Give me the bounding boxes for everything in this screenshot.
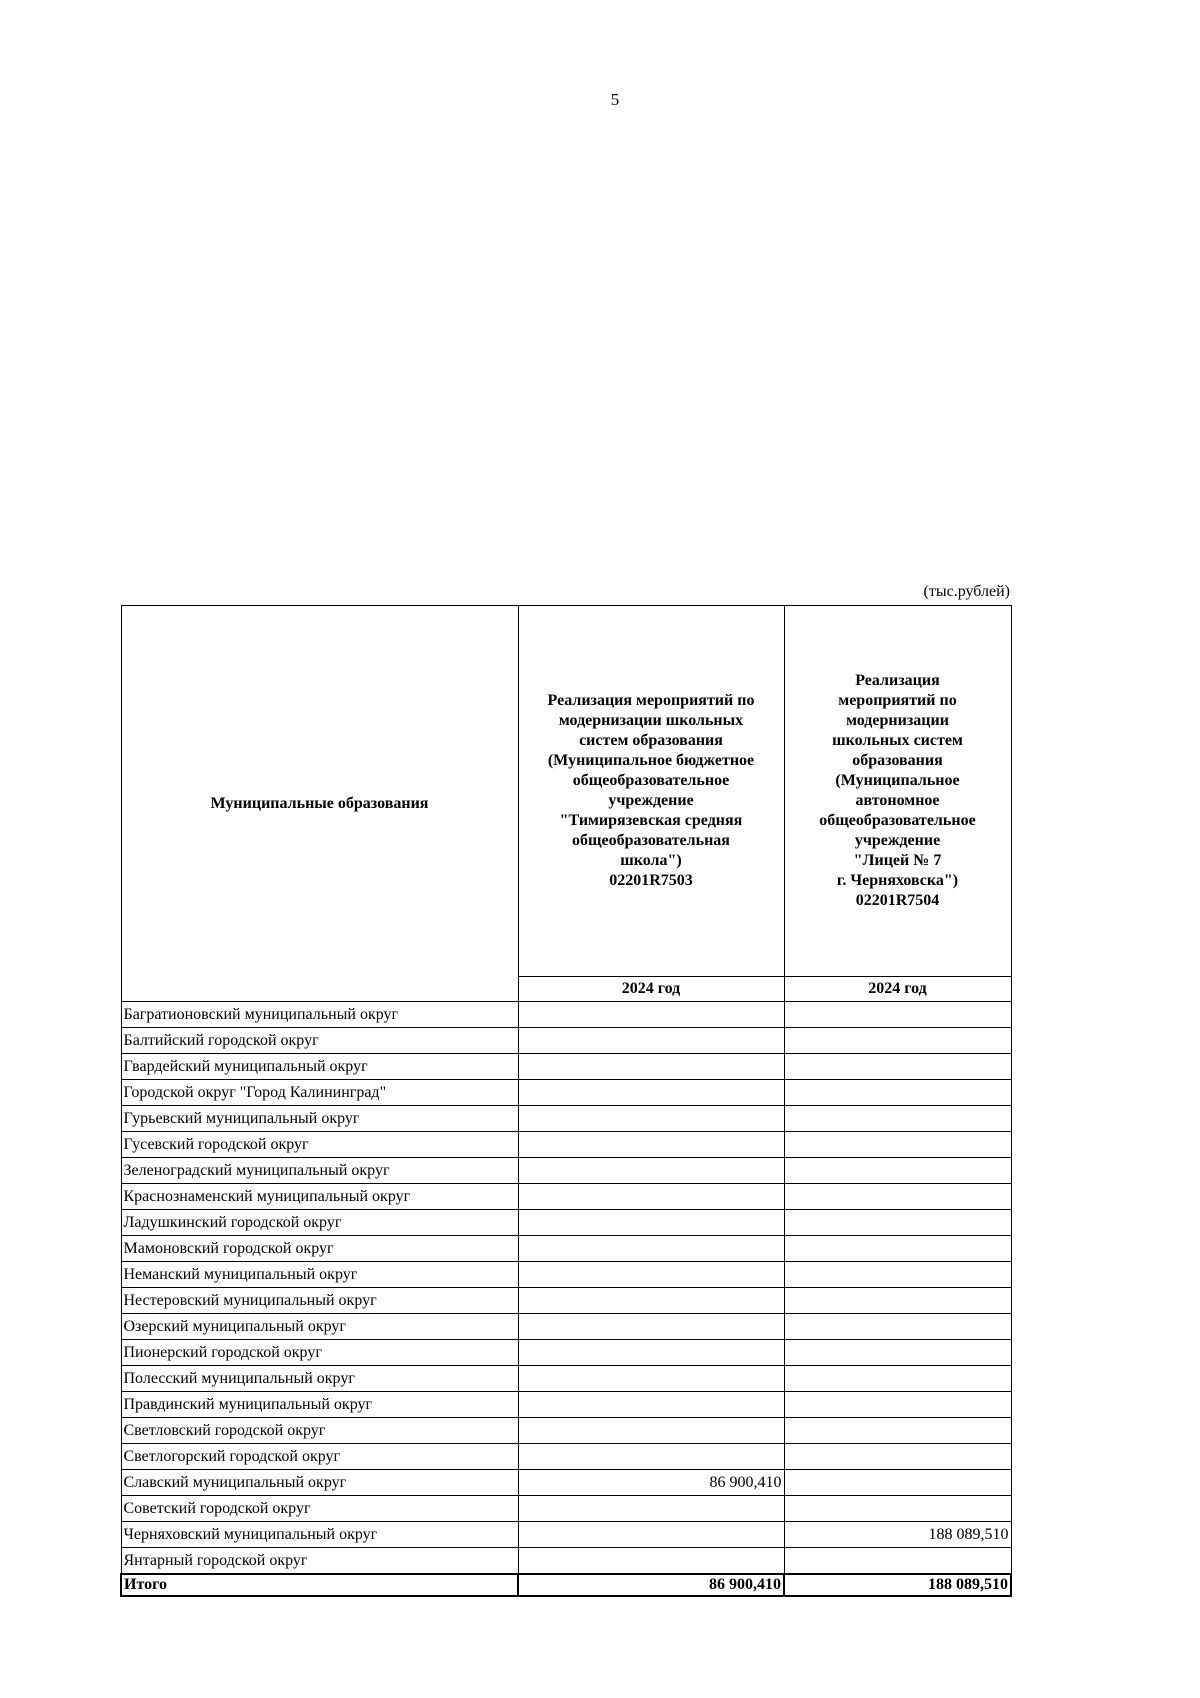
value-column-1 [518, 1236, 784, 1262]
value-column-1 [518, 1002, 784, 1028]
municipality-name: Мамоновский городской округ [121, 1236, 518, 1262]
table-row [121, 1548, 1011, 1575]
table-row [121, 1132, 1011, 1158]
column-2-title-line: мероприятий по [838, 692, 957, 709]
value-column-1: 86 900,410 [518, 1470, 784, 1496]
column-2-title-line: общеобразовательное [819, 812, 976, 829]
value-column-2 [784, 1028, 1011, 1054]
column-2-title-line: школьных систем [832, 732, 963, 749]
table-row [121, 1106, 1011, 1132]
total-label: Итого [121, 1574, 518, 1596]
value-column-2 [784, 1340, 1011, 1366]
table-row [121, 1288, 1011, 1314]
value-column-2 [784, 1444, 1011, 1470]
page-number: 5 [610, 90, 620, 109]
year-column-1: 2024 год [518, 977, 784, 1002]
value-column-1 [518, 1262, 784, 1288]
value-column-1 [518, 1054, 784, 1080]
table-row [121, 1158, 1011, 1184]
year-column-2: 2024 год [784, 977, 1011, 1002]
value-column-1 [518, 1314, 784, 1340]
municipality-name: Нестеровский муниципальный округ [121, 1288, 518, 1314]
table-row [121, 1262, 1011, 1288]
value-column-2 [784, 1054, 1011, 1080]
municipality-name: Неманский муниципальный округ [121, 1262, 518, 1288]
column-2-title-line: образования [852, 752, 943, 769]
table-row [121, 1366, 1011, 1392]
municipality-name: Правдинский муниципальный округ [121, 1392, 518, 1418]
municipality-name: Полесский муниципальный округ [121, 1366, 518, 1392]
value-column-2 [784, 1496, 1011, 1522]
value-column-1 [518, 1444, 784, 1470]
value-column-1 [518, 1418, 784, 1444]
column-1-title-line: модернизации школьных [558, 712, 744, 729]
value-column-2 [784, 1548, 1011, 1575]
column-1-title-line: учреждение [608, 792, 694, 809]
value-column-2 [784, 1184, 1011, 1210]
column-1-title-line: "Тимирязевская средняя [559, 812, 743, 829]
municipality-name: Озерский муниципальный округ [121, 1314, 518, 1340]
municipality-name: Славский муниципальный округ [121, 1470, 518, 1496]
value-column-1 [518, 1106, 784, 1132]
value-column-2 [784, 1236, 1011, 1262]
column-2-title-line: учреждение [854, 832, 941, 849]
column-2-title-line: Реализация [855, 672, 940, 689]
municipality-name: Черняховский муниципальный округ [121, 1522, 518, 1548]
table-body [121, 1002, 1011, 1575]
table-row [121, 1522, 1011, 1548]
column-1-title-line: 02201R7503 [609, 872, 693, 889]
value-column-1 [518, 1288, 784, 1314]
value-column-2 [784, 1210, 1011, 1236]
municipality-name: Городской округ "Город Калининград" [121, 1080, 518, 1106]
municipality-name: Гурьевский муниципальный округ [121, 1106, 518, 1132]
municipality-name: Гусевский городской округ [121, 1132, 518, 1158]
value-column-2 [784, 1002, 1011, 1028]
column-1-title-line: общеобразовательное [572, 772, 730, 789]
value-column-1 [518, 1366, 784, 1392]
table-row [121, 1418, 1011, 1444]
table-row [121, 1210, 1011, 1236]
value-column-2 [784, 1288, 1011, 1314]
table-row [121, 1470, 1011, 1496]
table-row [121, 1340, 1011, 1366]
municipality-name: Зеленоградский муниципальный округ [121, 1158, 518, 1184]
value-column-1 [518, 1392, 784, 1418]
municipality-name: Светловский городской округ [121, 1418, 518, 1444]
municipality-name: Гвардейский муниципальный округ [121, 1054, 518, 1080]
column-2-title-line: модернизации [846, 712, 949, 729]
value-column-1 [518, 1548, 784, 1575]
value-column-2 [784, 1158, 1011, 1184]
value-column-2 [784, 1314, 1011, 1340]
value-column-1 [518, 1210, 784, 1236]
column-2-title-line: автономное [855, 792, 940, 809]
value-column-1 [518, 1158, 784, 1184]
value-column-2 [784, 1106, 1011, 1132]
municipality-name: Советский городской округ [121, 1496, 518, 1522]
value-column-2 [784, 1080, 1011, 1106]
value-column-2 [784, 1262, 1011, 1288]
column-2-title-line: 02201R7504 [855, 892, 940, 909]
column-2-title-line: г. Черняховска") [836, 872, 959, 889]
value-column-1 [518, 1080, 784, 1106]
municipality-name: Краснознаменский муниципальный округ [121, 1184, 518, 1210]
column-1-title-line: Реализация мероприятий по [547, 692, 755, 709]
total-value-column-2: 188 089,510 [784, 1574, 1011, 1596]
value-column-1 [518, 1132, 784, 1158]
column-1-title-line: общеобразовательная [572, 832, 730, 849]
value-column-1 [518, 1496, 784, 1522]
value-column-2 [784, 1470, 1011, 1496]
units-label: (тыс.рублей) [923, 583, 1010, 600]
table-row [121, 1028, 1011, 1054]
header-municipalities: Муниципальные образования [121, 606, 518, 1002]
value-column-2: 188 089,510 [784, 1522, 1011, 1548]
value-column-1 [518, 1522, 784, 1548]
column-1-title-line: (Муниципальное бюджетное [547, 752, 755, 769]
table-row [121, 1236, 1011, 1262]
column-2-title-line: (Муниципальное [835, 772, 960, 789]
total-value-column-1: 86 900,410 [518, 1574, 784, 1596]
table-row [121, 1054, 1011, 1080]
value-column-2 [784, 1392, 1011, 1418]
value-column-2 [784, 1132, 1011, 1158]
header-column-1 [518, 606, 784, 977]
value-column-1 [518, 1340, 784, 1366]
budget-table [120, 605, 1012, 1597]
municipality-name: Светлогорский городской округ [121, 1444, 518, 1470]
table-row [121, 1184, 1011, 1210]
municipality-name: Ладушкинский городской округ [121, 1210, 518, 1236]
value-column-1 [518, 1028, 784, 1054]
value-column-2 [784, 1418, 1011, 1444]
municipality-name: Янтарный городской округ [121, 1548, 518, 1575]
table-row [121, 1392, 1011, 1418]
value-column-1 [518, 1184, 784, 1210]
municipality-name: Пионерский городской округ [121, 1340, 518, 1366]
municipality-name: Багратионовский муниципальный округ [121, 1002, 518, 1028]
table-row [121, 1080, 1011, 1106]
table-row [121, 1002, 1011, 1028]
column-2-title-line: "Лицей № 7 [853, 852, 942, 869]
column-1-title-line: систем образования [579, 732, 723, 749]
table-row [121, 1314, 1011, 1340]
header-column-2 [784, 606, 1011, 977]
municipality-name: Балтийский городской округ [121, 1028, 518, 1054]
total-row [121, 1574, 1011, 1596]
column-1-title-line: школа") [620, 852, 682, 869]
table-row [121, 1496, 1011, 1522]
table-row [121, 1444, 1011, 1470]
value-column-2 [784, 1366, 1011, 1392]
